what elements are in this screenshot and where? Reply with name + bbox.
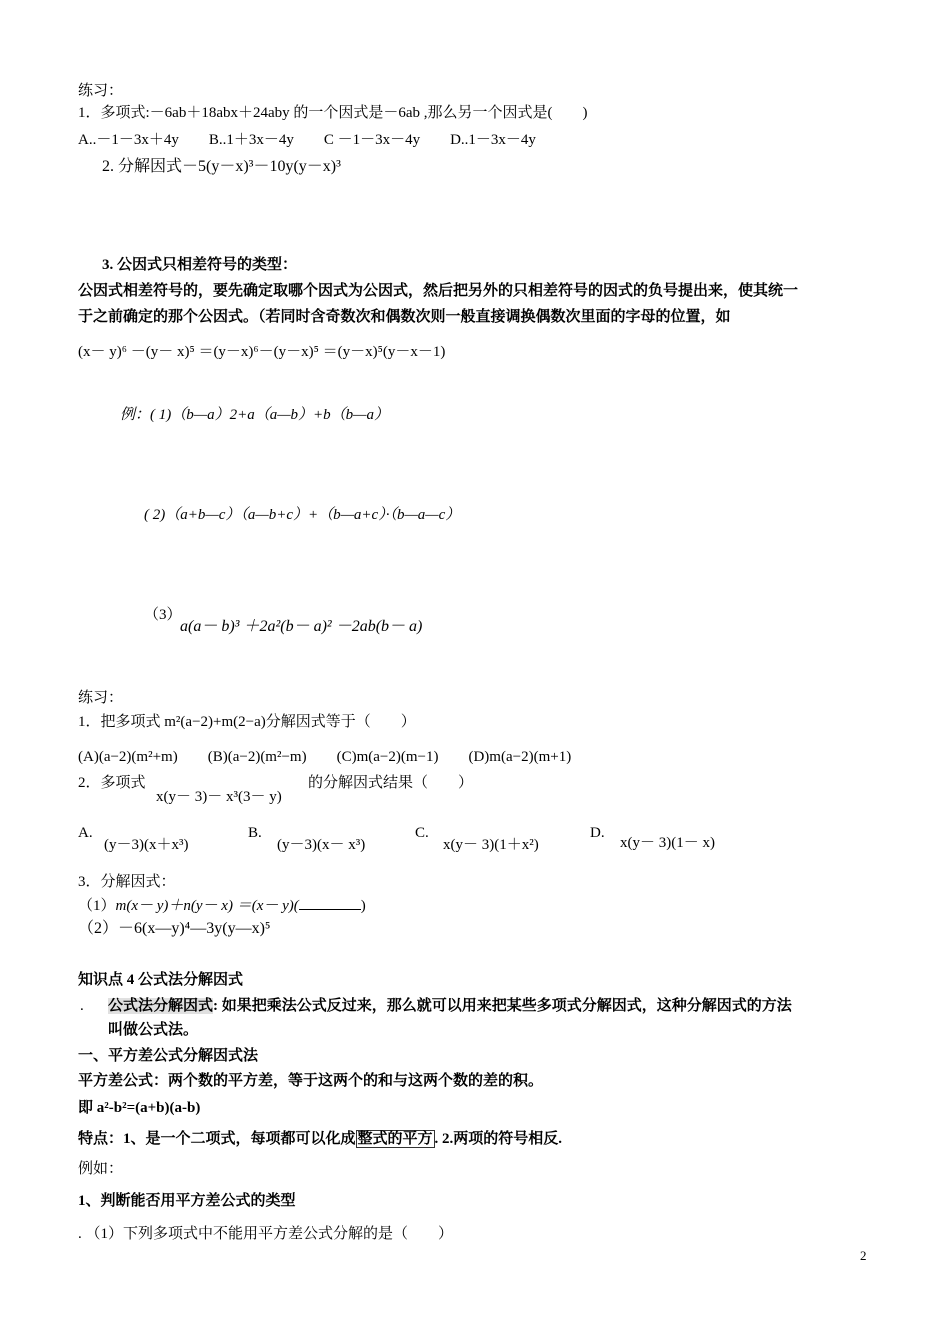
option-a-label: A.: [78, 825, 93, 841]
example-2: ( 2)（a+b—c）（a—b+c）+（b—a+c）·（b—a—c）: [144, 507, 461, 523]
option-b-label: B.: [248, 825, 262, 841]
practice2-q2-expression: x(y－ 3)－ x³(3－ y): [156, 789, 282, 805]
identity: 即 a²-b²=(a+b)(a-b): [78, 1100, 201, 1116]
practice2-q2-tail: 的分解因式结果（ ）: [308, 775, 474, 791]
page-number: 2: [860, 1248, 867, 1263]
practice-title: 练习：: [78, 83, 124, 99]
option-c-label: C.: [415, 825, 429, 841]
example-3-expression: a(a－ b)³ ＋2a²(b－ a)² －2ab(b－ a): [180, 618, 423, 635]
example-3-label: （3）: [144, 607, 182, 623]
features-text-b: . 2.两项的符号相反.: [434, 1131, 563, 1147]
example-1: 例：( 1)（b—a）2+a（a—b）+b（b—a）: [120, 407, 389, 423]
practice1-q1-options: A..－1－3x＋4y B..1＋3x－4y C －1－3x－4y D..1－3x－4y: [78, 132, 536, 148]
answer-blank[interactable]: [299, 895, 361, 910]
difference-of-squares-desc: 平方差公式：两个数的平方差，等于这两个的和与这两个数的差的积。: [78, 1073, 544, 1089]
features-boxed-term: 整式的平方: [357, 1131, 433, 1147]
option-b: (y－3)(x－ x³): [277, 837, 366, 853]
option-d-label: D.: [590, 825, 605, 841]
practice2-q3-2: （2）－6(x—y)⁴—3y(y—x)⁵: [78, 920, 271, 937]
practice2-title: 练习：: [78, 690, 124, 706]
definition-line2: 叫做公式法。: [108, 1022, 199, 1038]
option-c: x(y－ 3)(1＋x²): [443, 837, 539, 853]
section4-heading: 知识点 4 公式法分解因式: [78, 972, 244, 988]
option-d: x(y－ 3)(1－ x): [620, 835, 715, 851]
q3-1-expression: m(x－ y)＋n(y－ x) ＝(x－ y)(: [115, 898, 299, 914]
practice2-q2-label: 2．多项式: [78, 775, 146, 791]
practice2-q1-options: (A)(a−2)(m²+m) (B)(a−2)(m²−m) (C)m(a−2)(m−1) (D)m(a−2)(m+1): [78, 749, 572, 765]
subsection-heading: 一、平方差公式分解因式法: [78, 1048, 259, 1064]
features-text-a: 特点：1、是一个二项式，每项都可以化成: [78, 1131, 356, 1147]
option-a: (y－3)(x＋x³): [104, 837, 189, 853]
definition-line1: [108, 996, 792, 1016]
section3-para-line2: 于之前确定的那个公因式。（若同时含奇数次和偶数次则一般直接调换偶数次里面的字母的位置，如: [78, 309, 731, 325]
practice2-q1: 1．把多项式 m²(a−2)+m(2−a)分解因式等于（ ）: [78, 714, 416, 730]
example-label: 例如：: [78, 1161, 124, 1177]
bullet: .: [80, 998, 84, 1014]
practice2-q3: 3．分解因式：: [78, 874, 176, 890]
definition-text: : 如果把乘法公式反过来，那么就可以用来把某些多项式分解因式，这种分解因式的方法: [213, 998, 792, 1014]
practice2-q3-1: [78, 895, 366, 916]
definition-term: 公式法分解因式: [108, 998, 214, 1014]
q3-1-label: （1）: [78, 898, 116, 914]
type1-heading: 1、判断能否用平方差公式的类型: [78, 1193, 296, 1209]
section3-para-line1: 公因式相差符号的，要先确定取哪个因式为公因式，然后把另外的只相差符号的因式的负号提出来，使其统一: [78, 283, 799, 299]
section3-heading: 3. 公因式只相差符号的类型：: [102, 257, 298, 273]
features: [78, 1129, 562, 1149]
section3-formula: (x－ y)⁶ －(y－ x)⁵ ＝(y－x)⁶－(y－x)⁵ ＝(y－x)⁵(y－x－1): [78, 344, 446, 360]
practice1-q1: 1．多项式:－6ab＋18abx＋24aby 的一个因式是－6ab ,那么另一个因式是( ): [78, 105, 588, 121]
practice1-q2: 2. 分解因式－5(y－x)³－10y(y－x)³: [102, 158, 341, 175]
type1-question: . （1）下列多项式中不能用平方差公式分解的是（ ）: [78, 1226, 454, 1242]
q3-1-close: ): [360, 898, 366, 914]
